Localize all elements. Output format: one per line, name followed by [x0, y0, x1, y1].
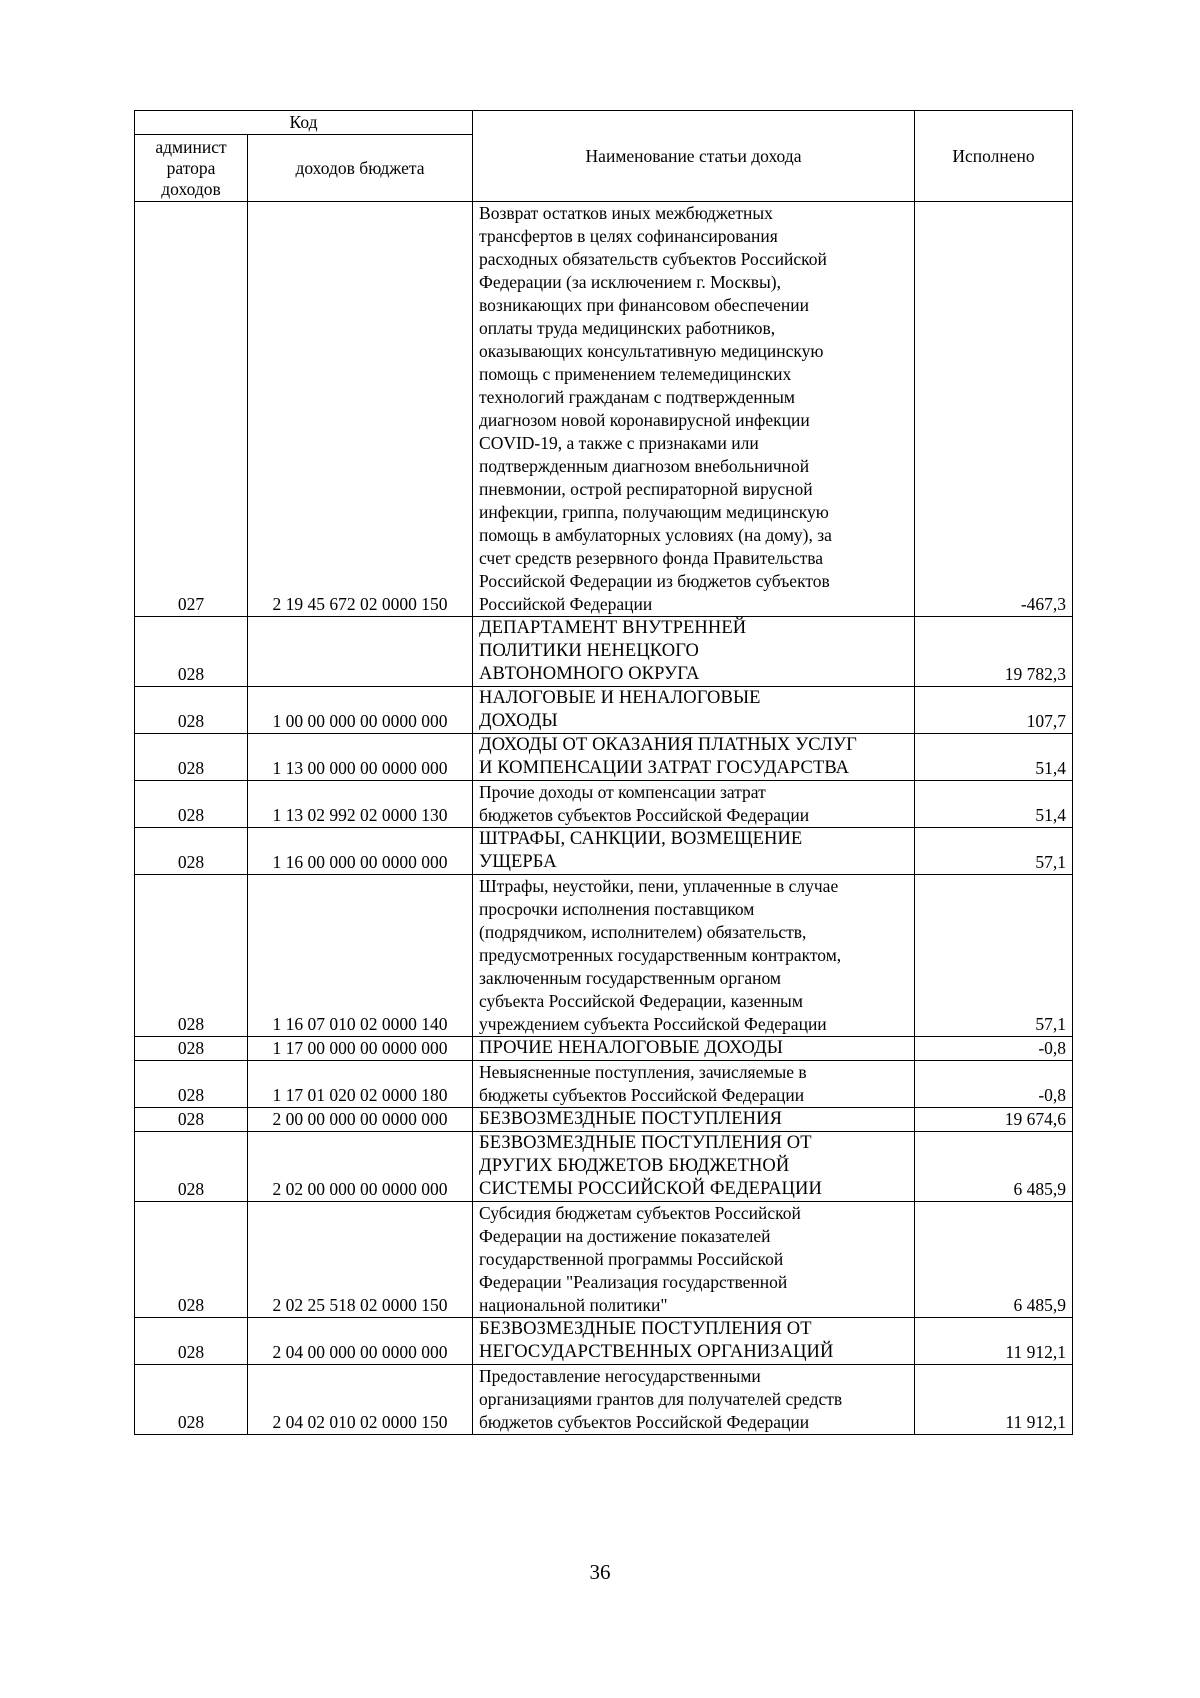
revenue-name-line: организациями грантов для получателей средств: [479, 1389, 843, 1409]
revenue-name-cell: [473, 687, 915, 734]
admin-code-cell: 028: [135, 781, 248, 828]
revenue-name-line: И КОМПЕНСАЦИИ ЗАТРАТ ГОСУДАРСТВА: [479, 758, 850, 778]
revenue-name-line: ДЕПАРТАМЕНТ ВНУТРЕННЕЙ: [479, 618, 747, 638]
revenue-name-cell: [473, 734, 915, 781]
revenue-name-line: Предоставление негосударственными: [479, 1366, 761, 1386]
header-code: доходов бюджета: [248, 135, 473, 202]
revenue-name-line: БЕЗВОЗМЕЗДНЫЕ ПОСТУПЛЕНИЯ ОТ: [479, 1133, 812, 1153]
admin-code-cell: 028: [135, 1365, 248, 1435]
admin-code-cell: 028: [135, 1061, 248, 1108]
amount-cell: 19 782,3: [915, 617, 1073, 687]
revenue-name-line: расходных обязательств субъектов Российской: [479, 249, 827, 269]
revenue-name-line: национальной политики": [479, 1295, 668, 1315]
revenue-name-line: технологий гражданам с подтвержденным: [479, 387, 795, 407]
revenue-name-line: ДОХОДЫ ОТ ОКАЗАНИЯ ПЛАТНЫХ УСЛУГ: [479, 735, 857, 755]
revenue-code-cell: 1 00 00 000 00 0000 000: [248, 687, 473, 734]
table-row: [135, 617, 1073, 687]
table-row: [135, 828, 1073, 875]
amount-cell: 6 485,9: [915, 1202, 1073, 1318]
revenue-name-cell: [473, 1132, 915, 1202]
revenue-name-line: (подрядчиком, исполнителем) обязательств,: [479, 922, 807, 942]
revenue-name-line: Возврат остатков иных межбюджетных: [479, 203, 773, 223]
revenue-code-cell: 2 02 25 518 02 0000 150: [248, 1202, 473, 1318]
amount-cell: 11 912,1: [915, 1318, 1073, 1365]
revenue-name-cell: [473, 617, 915, 687]
revenue-name-cell: [473, 1037, 915, 1061]
revenue-code-cell: 2 02 00 000 00 0000 000: [248, 1132, 473, 1202]
revenue-name-line: бюджетов субъектов Российской Федерации: [479, 805, 810, 825]
page-number: 36: [589, 1560, 611, 1584]
amount-cell: 57,1: [915, 875, 1073, 1037]
table-row: [135, 202, 1073, 617]
revenue-code-cell: 2 04 02 010 02 0000 150: [248, 1365, 473, 1435]
revenue-name-cell: [473, 781, 915, 828]
amount-cell: -0,8: [915, 1037, 1073, 1061]
revenue-name-line: БЕЗВОЗМЕЗДНЫЕ ПОСТУПЛЕНИЯ: [479, 1109, 783, 1129]
revenue-name-line: СИСТЕМЫ РОССИЙСКОЙ ФЕДЕРАЦИИ: [479, 1179, 822, 1199]
revenue-name-line: Невыясненные поступления, зачисляемые в: [479, 1062, 807, 1082]
revenue-name-line: ПРОЧИЕ НЕНАЛОГОВЫЕ ДОХОДЫ: [479, 1038, 784, 1058]
revenue-name-line: Федерации на достижение показателей: [479, 1226, 771, 1246]
admin-code-cell: 028: [135, 617, 248, 687]
revenue-name-line: Федерации (за исключением г. Москвы),: [479, 272, 781, 292]
amount-cell: 11 912,1: [915, 1365, 1073, 1435]
revenue-name-line: COVID-19, а также с признаками или: [479, 433, 759, 453]
header-amount: Исполнено: [915, 111, 1073, 202]
header-admin-line: доходов: [161, 178, 221, 199]
revenue-name-line: учреждением субъекта Российской Федерации: [479, 1014, 827, 1034]
revenue-name-line: счет средств резервного фонда Правительства: [479, 548, 824, 568]
revenue-name-cell: [473, 202, 915, 617]
revenue-name-line: оплаты труда медицинских работников,: [479, 318, 776, 338]
revenue-name-cell: [473, 1108, 915, 1132]
admin-code-cell: 028: [135, 828, 248, 875]
revenue-code-cell: 2 19 45 672 02 0000 150: [248, 202, 473, 617]
revenue-code-cell: 1 13 02 992 02 0000 130: [248, 781, 473, 828]
admin-code-cell: 028: [135, 1318, 248, 1365]
revenue-name-line: НАЛОГОВЫЕ И НЕНАЛОГОВЫЕ: [479, 688, 761, 708]
revenue-name-line: АВТОНОМНОГО ОКРУГА: [479, 664, 700, 684]
revenue-name-line: предусмотренных государственным контрактом,: [479, 945, 842, 965]
revenue-name-cell: [473, 1365, 915, 1435]
table-row: [135, 687, 1073, 734]
revenue-name-line: УЩЕРБА: [479, 852, 557, 872]
revenue-name-line: трансфертов в целях софинансирования: [479, 226, 778, 246]
admin-code-cell: 027: [135, 202, 248, 617]
amount-cell: 57,1: [915, 828, 1073, 875]
header-admin: [135, 135, 248, 202]
revenue-name-cell: [473, 1061, 915, 1108]
table-row: [135, 1132, 1073, 1202]
table-row: [135, 1318, 1073, 1365]
table-row: [135, 1037, 1073, 1061]
revenue-name-line: Прочие доходы от компенсации затрат: [479, 782, 766, 802]
revenue-name-line: помощь в амбулаторных условиях (на дому), за: [479, 525, 832, 545]
revenue-name-line: подтвержденным диагнозом внебольничной: [479, 456, 810, 476]
header-name: Наименование статьи дохода: [473, 111, 915, 202]
revenue-name-line: бюджетов субъектов Российской Федерации: [479, 1412, 810, 1432]
revenue-code-cell: [248, 617, 473, 687]
table-row: [135, 1202, 1073, 1318]
revenue-name-line: государственной программы Российской: [479, 1249, 784, 1269]
revenue-code-cell: 1 16 07 010 02 0000 140: [248, 875, 473, 1037]
revenue-name-line: ДРУГИХ БЮДЖЕТОВ БЮДЖЕТНОЙ: [479, 1156, 790, 1176]
revenue-name-line: пневмонии, острой респираторной вирусной: [479, 479, 813, 499]
admin-code-cell: 028: [135, 1037, 248, 1061]
amount-cell: 6 485,9: [915, 1132, 1073, 1202]
revenue-code-cell: 1 16 00 000 00 0000 000: [248, 828, 473, 875]
table-body: [135, 202, 1073, 1435]
revenue-name-line: Субсидия бюджетам субъектов Российской: [479, 1203, 801, 1223]
revenue-name-cell: [473, 875, 915, 1037]
table-row: [135, 1365, 1073, 1435]
amount-cell: 19 674,6: [915, 1108, 1073, 1132]
admin-code-cell: 028: [135, 1202, 248, 1318]
table-row: [135, 1108, 1073, 1132]
revenue-name-line: просрочки исполнения поставщиком: [479, 899, 755, 919]
revenue-name-line: ДОХОДЫ: [479, 711, 558, 731]
revenue-name-line: помощь с применением телемедицинских: [479, 364, 792, 384]
admin-code-cell: 028: [135, 687, 248, 734]
revenue-table: [134, 110, 1073, 1435]
revenue-name-line: БЕЗВОЗМЕЗДНЫЕ ПОСТУПЛЕНИЯ ОТ: [479, 1319, 812, 1339]
header-admin-line: ратора: [166, 157, 216, 178]
revenue-name-line: субъекта Российской Федерации, казенным: [479, 991, 803, 1011]
revenue-name-line: Российской Федерации: [479, 594, 653, 614]
table-row: [135, 875, 1073, 1037]
revenue-code-cell: 1 17 00 000 00 0000 000: [248, 1037, 473, 1061]
revenue-name-cell: [473, 828, 915, 875]
revenue-name-cell: [473, 1318, 915, 1365]
revenue-name-line: НЕГОСУДАРСТВЕННЫХ ОРГАНИЗАЦИЙ: [479, 1342, 834, 1362]
revenue-name-line: ШТРАФЫ, САНКЦИИ, ВОЗМЕЩЕНИЕ: [479, 829, 803, 849]
header-kod: Код: [135, 111, 473, 135]
revenue-code-cell: 2 00 00 000 00 0000 000: [248, 1108, 473, 1132]
admin-code-cell: 028: [135, 734, 248, 781]
revenue-code-cell: 1 17 01 020 02 0000 180: [248, 1061, 473, 1108]
header-admin-line: админист: [155, 136, 227, 157]
revenue-code-cell: 1 13 00 000 00 0000 000: [248, 734, 473, 781]
table-row: [135, 781, 1073, 828]
table-row: [135, 734, 1073, 781]
revenue-name-line: ПОЛИТИКИ НЕНЕЦКОГО: [479, 641, 700, 661]
amount-cell: 51,4: [915, 734, 1073, 781]
revenue-name-line: Штрафы, неустойки, пени, уплаченные в случае: [479, 876, 839, 896]
admin-code-cell: 028: [135, 1132, 248, 1202]
amount-cell: -0,8: [915, 1061, 1073, 1108]
revenue-name-line: заключенным государственным органом: [479, 968, 781, 988]
admin-code-cell: 028: [135, 1108, 248, 1132]
revenue-name-line: бюджеты субъектов Российской Федерации: [479, 1085, 805, 1105]
revenue-name-cell: [473, 1202, 915, 1318]
revenue-name-line: Федерации "Реализация государственной: [479, 1272, 788, 1292]
revenue-name-line: Российской Федерации из бюджетов субъектов: [479, 571, 830, 591]
revenue-name-line: инфекции, гриппа, получающим медицинскую: [479, 502, 829, 522]
revenue-name-line: оказывающих консультативную медицинскую: [479, 341, 824, 361]
amount-cell: 107,7: [915, 687, 1073, 734]
admin-code-cell: 028: [135, 875, 248, 1037]
amount-cell: 51,4: [915, 781, 1073, 828]
revenue-code-cell: 2 04 00 000 00 0000 000: [248, 1318, 473, 1365]
table-row: [135, 1061, 1073, 1108]
amount-cell: -467,3: [915, 202, 1073, 617]
table-header: [135, 111, 1073, 202]
revenue-name-line: возникающих при финансовом обеспечении: [479, 295, 809, 315]
revenue-name-line: диагнозом новой коронавирусной инфекции: [479, 410, 810, 430]
